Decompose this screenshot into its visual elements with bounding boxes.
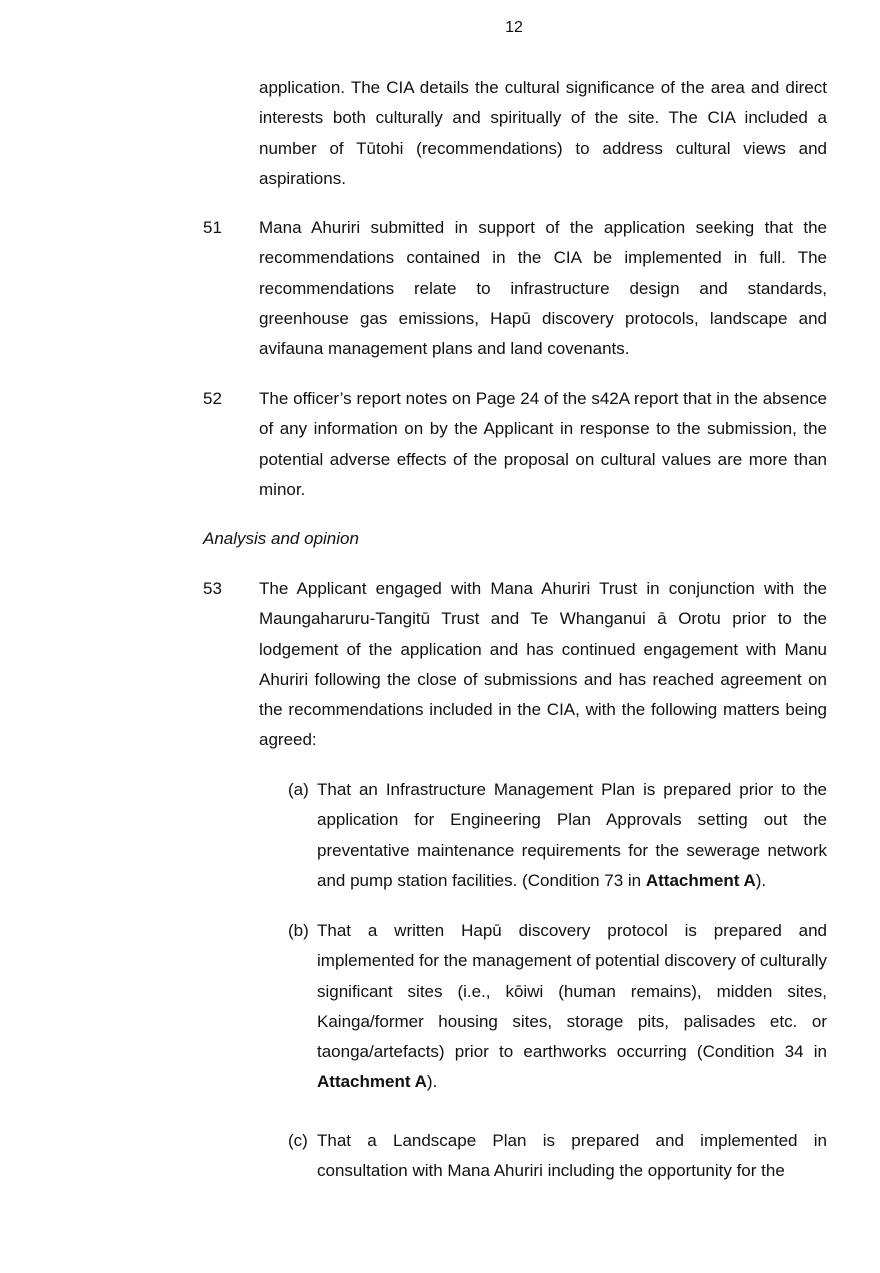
item-a-label: (a) [288, 780, 309, 799]
paragraph-50-continued: application. The CIA details the cultural significance of the area and direct interests both culturally and spiritually of the site. The CIA included a number of Tūtohi (recommendations) to address cultural views and aspirations. [259, 78, 827, 188]
item-a [317, 775, 827, 896]
item-c: That a Landscape Plan is prepared and implemented in consultation with Mana Ahuriri including the opportunity for the [317, 1131, 827, 1181]
section-heading: Analysis and opinion [203, 529, 359, 548]
item-b-bold: Attachment A [317, 1072, 427, 1092]
paragraph-number-53: 53 [203, 579, 222, 598]
item-a-end: ). [755, 870, 767, 890]
paragraph-number-51: 51 [203, 218, 222, 237]
item-b-label: (b) [288, 921, 309, 940]
item-a-text: That an Infrastructure Management Plan is prepared prior to the application for Engineering Plan Approvals setting out the preventative maintenance requirements for the sewerage network and pump station facilities. (Condition 73 in [317, 780, 827, 890]
item-b [317, 916, 827, 1098]
paragraph-52: The officer’s report notes on Page 24 of the s42A report that in the absence of any information on by the Applicant in response to the submission, the potential adverse effects of the proposal on cultural values are more than minor. [259, 389, 827, 499]
item-b-text: That a written Hapū discovery protocol is prepared and implemented for the management of potential discovery of culturally significant sites (i.e., kōiwi (human remains), midden sites, Kainga/former housing sites, storage pits, palisades etc. or taonga/artefacts) prior to earthworks occurring (Condition 34 in [317, 921, 827, 1062]
paragraph-53: The Applicant engaged with Mana Ahuriri Trust in conjunction with the Maungaharuru-Tangitū Trust and Te Whanganui ā Orotu prior to the lodgement of the application and has continued engagement with Manu Ahuriri following the close of submissions and has reached agreement on the recommendations included in the CIA, with the following matters being agreed: [259, 579, 827, 750]
item-a-bold: Attachment A [645, 870, 756, 890]
item-b-end: ). [426, 1072, 438, 1092]
paragraph-number-52: 52 [203, 389, 222, 408]
item-c-label: (c) [288, 1131, 308, 1150]
paragraph-51: Mana Ahuriri submitted in support of the application seeking that the recommendations contained in the CIA be implemented in full. The recommendations relate to infrastructure design and standards, greenhouse gas emissions, Hapū discovery protocols, landscape and avifauna management plans and land covenants. [259, 218, 827, 359]
page-number: 12 [505, 19, 523, 36]
